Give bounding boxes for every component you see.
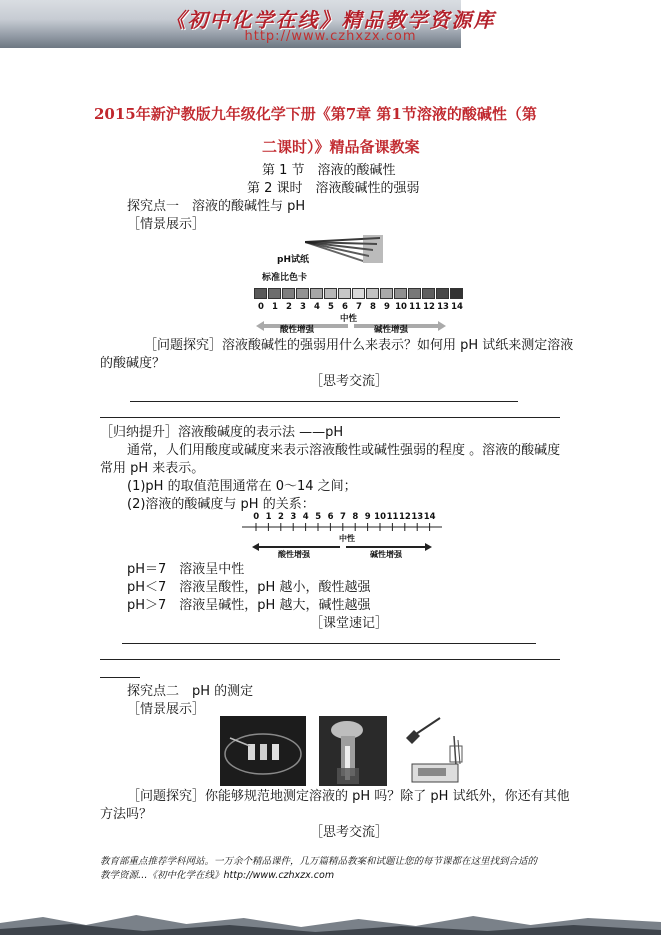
ph-number: 1 <box>265 512 272 522</box>
ph-color-cell <box>310 288 323 299</box>
ph-number: 1 <box>272 302 278 312</box>
ph-number: 11 <box>409 302 421 312</box>
ph-meter-photo <box>400 716 470 786</box>
ph-number: 6 <box>342 302 348 312</box>
ph-number: 11 <box>386 512 399 522</box>
ph-paper-label: pH试纸 <box>277 255 309 265</box>
question-2-line1: ［问题探究］你能够规范地测定溶液的 pH 吗？除了 pH 试纸外，你还有其他 <box>127 789 570 804</box>
footer-line2[interactable]: 教学资源…《初中化学在线》http://www.czhxzx.com <box>100 870 335 881</box>
section-heading: 第 1 节 溶液的酸碱性 <box>262 163 396 178</box>
ph-paper-on-glass-photo <box>220 716 306 786</box>
neutral-label: 中性 <box>339 534 355 543</box>
relation-base: pH＞7 溶液呈碱性，pH 越大，碱性越强 <box>127 598 371 613</box>
ph-number: 8 <box>352 512 359 522</box>
ph-color-cell <box>268 288 281 299</box>
ph-number: 0 <box>253 512 260 522</box>
ph-number: 3 <box>300 302 306 312</box>
think-label-2: ［思考交流］ <box>310 825 389 840</box>
ph-scale-figure <box>242 512 442 562</box>
ph-number: 14 <box>451 302 463 312</box>
answer-line <box>100 417 560 418</box>
question-1-line2: 的酸碱度？ <box>100 356 166 371</box>
question-1-line1: ［问题探究］溶液酸碱性的强弱用什么来表示？如何用 pH 试纸来测定溶液 <box>144 338 574 353</box>
page-title-line1: 2015年新沪教版九年级化学下册《第7章 第1节溶液的酸碱性（第 <box>94 105 537 123</box>
ph-color-cell <box>422 288 435 299</box>
question-2-line2: 方法吗？ <box>100 807 153 822</box>
notes-line <box>122 643 536 644</box>
relation-acid: pH＜7 溶液呈酸性，pH 越小，酸性越强 <box>127 580 371 595</box>
list-item-1: (1)pH 的取值范围通常在 0～14 之间； <box>127 479 357 494</box>
summary-heading: ［归纳提升］溶液酸碱度的表示法 ——pH <box>100 425 344 440</box>
ph-number: 7 <box>339 512 346 522</box>
scene-label-1: ［情景展示］ <box>127 217 206 232</box>
ph-color-cell <box>352 288 365 299</box>
ph-number: 4 <box>314 302 320 312</box>
ph-color-cell <box>282 288 295 299</box>
ph-number-row <box>254 302 464 312</box>
ph-color-cell <box>338 288 351 299</box>
ph-number: 6 <box>327 512 334 522</box>
color-card-label: 标准比色卡 <box>262 273 308 283</box>
explore-point-1: 探究点一 溶液的酸碱性与 pH <box>127 199 306 214</box>
notes-line <box>100 659 560 660</box>
ph-number: 2 <box>286 302 292 312</box>
ph-color-chart-figure <box>250 233 463 338</box>
ph-color-cell <box>254 288 267 299</box>
ph-color-cell <box>366 288 379 299</box>
header-banner <box>0 0 496 48</box>
ph-number: 7 <box>356 302 362 312</box>
ph-color-cell <box>450 288 463 299</box>
notes-line <box>100 677 140 678</box>
ph-number: 8 <box>370 302 376 312</box>
body-line1: 通常，人们用酸度或碱度来表示溶液酸性或碱性强弱的程度 。溶液的酸碱度 <box>127 443 561 458</box>
body-line2: 常用 pH 来表示。 <box>100 461 205 476</box>
ph-color-cell <box>408 288 421 299</box>
ph-number: 12 <box>423 302 435 312</box>
base-increase-label: 碱性增强 <box>370 550 402 559</box>
ph-number: 12 <box>398 512 411 522</box>
ph-number: 13 <box>411 512 424 522</box>
explore-point-2: 探究点二 pH 的测定 <box>127 684 254 699</box>
page-title-line2: 二课时）》精品备课教案 <box>262 138 420 156</box>
ph-color-cell <box>394 288 407 299</box>
ph-number: 5 <box>328 302 334 312</box>
banner-url[interactable]: http://www.czhxzx.com <box>244 29 417 44</box>
ph-number: 5 <box>315 512 322 522</box>
ph-number: 9 <box>364 512 371 522</box>
dipping-ph-paper-photo <box>319 716 387 786</box>
ph-color-cell <box>380 288 393 299</box>
ph-number: 14 <box>423 512 436 522</box>
ph-number: 0 <box>258 302 264 312</box>
ph-color-cell <box>324 288 337 299</box>
ph-number: 13 <box>437 302 449 312</box>
footer-line1: 教育部重点推荐学科网站。一万余个精品课件，几万篇精品教案和试题让您的每节课都在这里找到合适的 <box>100 856 538 867</box>
ph-number: 2 <box>278 512 284 522</box>
ph-number: 3 <box>290 512 297 522</box>
answer-line <box>130 401 518 402</box>
ph-number: 4 <box>302 512 309 522</box>
ph-color-cell <box>436 288 449 299</box>
color-card-cells <box>254 288 463 299</box>
ph-scale-axis <box>242 522 442 532</box>
neutral-label: 中性 <box>340 314 358 324</box>
lesson-heading: 第 2 课时 溶液酸碱性的强弱 <box>247 181 420 196</box>
think-label-1: ［思考交流］ <box>310 374 389 389</box>
acid-increase-label: 酸性增强 <box>280 325 315 335</box>
base-increase-label: 碱性增强 <box>374 325 409 335</box>
list-item-2: (2)溶液的酸碱度与 pH 的关系： <box>127 497 315 512</box>
ph-paper-fan-icon <box>305 233 385 265</box>
ph-color-cell <box>296 288 309 299</box>
acid-increase-label: 酸性增强 <box>278 550 310 559</box>
ph-number: 10 <box>395 302 407 312</box>
banner-title: 《初中化学在线》精品教学资源库 <box>165 8 496 32</box>
ph-number: 9 <box>384 302 390 312</box>
ph-number-row <box>250 512 436 522</box>
scene-label-2: ［情景展示］ <box>127 702 206 717</box>
notes-label: ［课堂速记］ <box>310 616 389 631</box>
relation-neutral: pH＝7 溶液呈中性 <box>127 562 245 577</box>
ph-number: 10 <box>374 512 387 522</box>
